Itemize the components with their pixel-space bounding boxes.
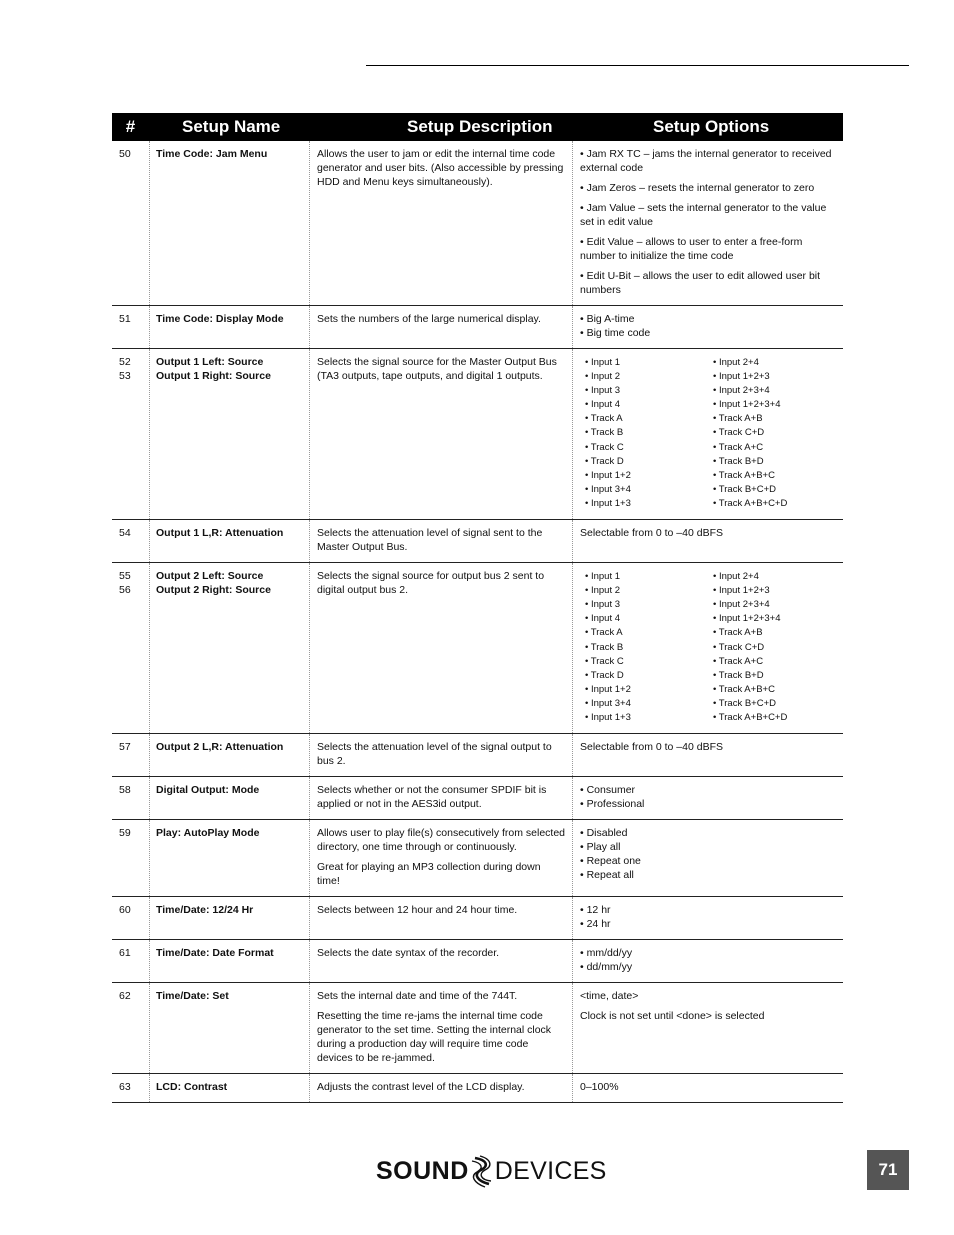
setup-table [112, 113, 843, 1103]
setup-options-cell [572, 983, 843, 1073]
table-row [112, 563, 843, 734]
setup-number-cell [112, 983, 149, 1073]
source-option: • Input 1+2+3 [713, 585, 770, 597]
top-rule [366, 65, 909, 66]
source-option: • Input 2+4 [713, 357, 759, 368]
setup-option: Selectable from 0 to –40 dBFS [580, 527, 723, 540]
setup-options-cell [572, 897, 843, 939]
setup-description-cell [309, 940, 572, 982]
setup-name-cell [149, 940, 309, 982]
setup-options-cell [572, 820, 843, 896]
source-option: • Input 2+3+4 [713, 385, 770, 397]
table-row [112, 897, 843, 940]
source-options-column [708, 356, 836, 511]
source-option: • Track B [585, 427, 624, 439]
source-option: • Track C [585, 441, 624, 453]
table-row [112, 820, 843, 897]
setup-number: 53 [119, 370, 131, 382]
setup-description: Selects the signal source for the Master Output Bus (TA3 outputs, tape outputs, and digital 1 outputs. [317, 356, 557, 382]
setup-description: Selects between 12 hour and 24 hour time. [317, 904, 518, 917]
source-option: • Input 1 [585, 571, 621, 583]
logo-text-light: DEVICES [494, 1156, 607, 1185]
table-row [112, 734, 843, 777]
source-option: • Track A [585, 413, 623, 425]
source-option: • Track A+C [713, 655, 764, 667]
table-row [112, 141, 843, 306]
table-row [112, 306, 843, 349]
setup-description: Selects whether or not the consumer SPDIF bit is applied or not in the AES3id output. [317, 784, 547, 811]
source-option: • Track C [585, 655, 624, 667]
setup-option: • Edit Value – allows to user to enter a free-form number to initialize the time code [580, 236, 803, 262]
setup-name: Time Code: Jam Menu [156, 148, 268, 160]
logo-text-bold: SOUND [376, 1156, 469, 1185]
setup-options-cell [572, 520, 843, 562]
source-option: • Track C+D [713, 427, 765, 439]
setup-description: Selects the date syntax of the recorder. [317, 947, 500, 960]
source-option: • Track A+B+C+D [713, 497, 788, 509]
setup-option: • Big A-time [580, 313, 635, 325]
setup-number-cell [112, 520, 149, 562]
setup-number-cell [112, 563, 149, 733]
source-option: • Track A+B+C [713, 469, 775, 481]
setup-description-cell [309, 734, 572, 776]
header-setup-description: Setup Description [407, 117, 553, 136]
header-setup-options: Setup Options [653, 117, 770, 136]
source-option: • Input 2+4 [713, 571, 759, 583]
setup-description-cell [309, 563, 572, 733]
source-option: • Input 3 [585, 385, 621, 397]
setup-option: Clock is not set until <done> is selected [580, 1010, 765, 1023]
setup-description: Great for playing an MP3 collection during down time! [317, 861, 541, 888]
source-option: • Track A+B [713, 627, 763, 639]
source-option: • Track C+D [713, 641, 765, 653]
logo-wave-icon [469, 1154, 495, 1188]
setup-option: • Repeat one [580, 855, 641, 868]
source-option: • Track A+B+C+D [713, 711, 788, 723]
source-options-column [580, 570, 708, 725]
setup-number: 59 [119, 827, 131, 840]
source-option: • Input 3 [585, 599, 621, 611]
source-option: • Track A+C [713, 441, 764, 453]
setup-name: Time Code: Display Mode [156, 313, 284, 325]
setup-description-cell [309, 777, 572, 819]
source-options-column [708, 570, 836, 725]
setup-name: Output 2 L,R: Attenuation [156, 741, 284, 754]
source-option: • Track B+C+D [713, 697, 776, 709]
setup-description: Sets the numbers of the large numerical display. [317, 313, 541, 325]
setup-number-cell [112, 349, 149, 519]
source-option: • Input 1+3 [585, 711, 631, 723]
setup-option: • Professional [580, 798, 645, 811]
setup-option: • Edit U-Bit – allows the user to edit allowed user bit numbers [580, 270, 821, 296]
setup-option: • Jam Zeros – resets the internal generator to zero [580, 182, 815, 194]
setup-name: Time/Date: Set [156, 990, 229, 1003]
source-option: • Input 1+3 [585, 497, 631, 509]
page-number: 71 [867, 1150, 909, 1190]
setup-number: 63 [119, 1081, 131, 1094]
setup-description-cell [309, 349, 572, 519]
setup-name-cell [149, 777, 309, 819]
setup-option: • Repeat all [580, 869, 634, 882]
setup-option: • Big time code [580, 327, 651, 339]
setup-name-cell [149, 563, 309, 733]
setup-name: Output 1 Left: Source [156, 356, 264, 368]
setup-description: Resetting the time re-jams the internal time code generator to the set time. Setting the internal clock during a production day will require time code devices to be re-jammed. [317, 1010, 552, 1065]
setup-number-cell [112, 940, 149, 982]
source-option: • Input 4 [585, 613, 621, 625]
setup-option: • Jam Value – sets the internal generator to the value set in edit value [580, 202, 827, 228]
setup-number: 55 [119, 570, 131, 583]
source-option: • Track D [585, 669, 624, 681]
setup-option: • Jam RX TC – jams the internal generator to received external code [580, 148, 832, 174]
setup-name: Time/Date: 12/24 Hr [156, 904, 254, 917]
setup-options-cell [572, 940, 843, 982]
header-setup-name: Setup Name [182, 117, 281, 136]
setup-description: Selects the signal source for output bus 2 sent to digital output bus 2. [317, 570, 545, 597]
setup-name: Play: AutoPlay Mode [156, 827, 260, 840]
setup-number: 60 [119, 904, 131, 917]
table-row [112, 520, 843, 563]
setup-name-cell [149, 520, 309, 562]
source-option: • Track B+D [713, 669, 764, 681]
setup-number-cell [112, 897, 149, 939]
setup-description-cell [309, 820, 572, 896]
table-row [112, 349, 843, 520]
source-option: • Input 4 [585, 399, 621, 411]
setup-option: <time, date> [580, 990, 639, 1003]
setup-name: Digital Output: Mode [156, 784, 260, 797]
source-option: • Track A [585, 627, 623, 639]
setup-description: Allows user to play file(s) consecutively from selected directory, one time through or continuously. [317, 827, 566, 854]
source-option: • Track A+B [713, 413, 763, 425]
setup-option: • dd/mm/yy [580, 961, 633, 974]
setup-name-cell [149, 1074, 309, 1102]
setup-options-cell [572, 1074, 843, 1102]
setup-number-cell [112, 734, 149, 776]
setup-option: • Consumer [580, 784, 636, 797]
setup-options-cell [572, 306, 843, 348]
setup-number: 61 [119, 947, 131, 960]
setup-number-cell [112, 141, 149, 305]
setup-number: 62 [119, 990, 131, 1003]
setup-option: • Play all [580, 841, 621, 854]
setup-description-cell [309, 897, 572, 939]
setup-description: Selects the attenuation level of signal sent to the Master Output Bus. [317, 527, 543, 554]
setup-name: Output 1 Right: Source [156, 370, 271, 382]
source-option: • Track D [585, 455, 624, 467]
header-number: # [125, 117, 136, 136]
setup-number: 56 [119, 584, 131, 597]
setup-number-cell [112, 777, 149, 819]
table-row [112, 940, 843, 983]
setup-option: Selectable from 0 to –40 dBFS [580, 741, 723, 754]
source-option: • Track B [585, 641, 624, 653]
sound-devices-logo [376, 1154, 607, 1188]
setup-description: Allows the user to jam or edit the internal time code generator and user bits. (Also accessible by pressing HDD and Menu keys simultaneously). [317, 148, 564, 188]
setup-name-cell [149, 983, 309, 1073]
setup-number: 54 [119, 527, 131, 540]
table-row [112, 983, 843, 1074]
setup-option: • 12 hr [580, 904, 611, 917]
setup-number-cell [112, 1074, 149, 1102]
setup-name-cell [149, 349, 309, 519]
table-row [112, 1074, 843, 1103]
setup-name: Output 1 L,R: Attenuation [156, 527, 284, 540]
setup-description-cell [309, 141, 572, 305]
setup-description: Sets the internal date and time of the 744T. [317, 990, 518, 1003]
source-option: • Input 2 [585, 371, 621, 383]
setup-name: Output 2 Right: Source [156, 584, 271, 597]
setup-option: • Disabled [580, 827, 628, 840]
setup-description-cell [309, 520, 572, 562]
setup-option: • mm/dd/yy [580, 947, 633, 960]
source-option: • Input 3+4 [585, 483, 631, 495]
setup-name-cell [149, 734, 309, 776]
setup-number: 50 [119, 148, 131, 160]
source-options-column [580, 356, 708, 511]
setup-name: LCD: Contrast [156, 1081, 228, 1094]
setup-options-cell [572, 141, 843, 305]
setup-options-cell [572, 777, 843, 819]
setup-name-cell [149, 306, 309, 348]
setup-option: • 24 hr [580, 918, 611, 931]
setup-number: 58 [119, 784, 131, 797]
setup-option: 0–100% [580, 1081, 619, 1094]
setup-name-cell [149, 897, 309, 939]
source-options-grid [580, 355, 837, 511]
setup-description-cell [309, 983, 572, 1073]
setup-number-cell [112, 820, 149, 896]
source-option: • Input 2+3+4 [713, 599, 770, 611]
setup-number: 51 [119, 313, 131, 325]
table-row [112, 777, 843, 820]
setup-description-cell [309, 306, 572, 348]
source-option: • Input 1+2+3+4 [713, 613, 781, 625]
source-option: • Input 3+4 [585, 697, 631, 709]
source-option: • Track B+C+D [713, 483, 776, 495]
setup-description: Adjusts the contrast level of the LCD display. [317, 1081, 525, 1094]
setup-number: 52 [119, 356, 131, 368]
source-option: • Track B+D [713, 455, 764, 467]
source-option: • Input 1+2 [585, 469, 631, 481]
setup-name: Output 2 Left: Source [156, 570, 264, 583]
source-option: • Input 1+2 [585, 683, 631, 695]
setup-options-cell [572, 563, 843, 733]
setup-options-cell [572, 349, 843, 519]
setup-name-cell [149, 820, 309, 896]
setup-number: 57 [119, 741, 131, 754]
source-option: • Input 1 [585, 357, 621, 368]
source-option: • Input 2 [585, 585, 621, 597]
setup-description-cell [309, 1074, 572, 1102]
setup-description: Selects the attenuation level of the signal output to bus 2. [317, 741, 552, 768]
table-header [112, 113, 843, 141]
table-body [112, 141, 843, 1103]
setup-number-cell [112, 306, 149, 348]
setup-name: Time/Date: Date Format [156, 947, 274, 960]
source-option: • Track A+B+C [713, 683, 775, 695]
source-options-grid [580, 569, 837, 725]
source-option: • Input 1+2+3 [713, 371, 770, 383]
source-option: • Input 1+2+3+4 [713, 399, 781, 411]
setup-options-cell [572, 734, 843, 776]
setup-name-cell [149, 141, 309, 305]
